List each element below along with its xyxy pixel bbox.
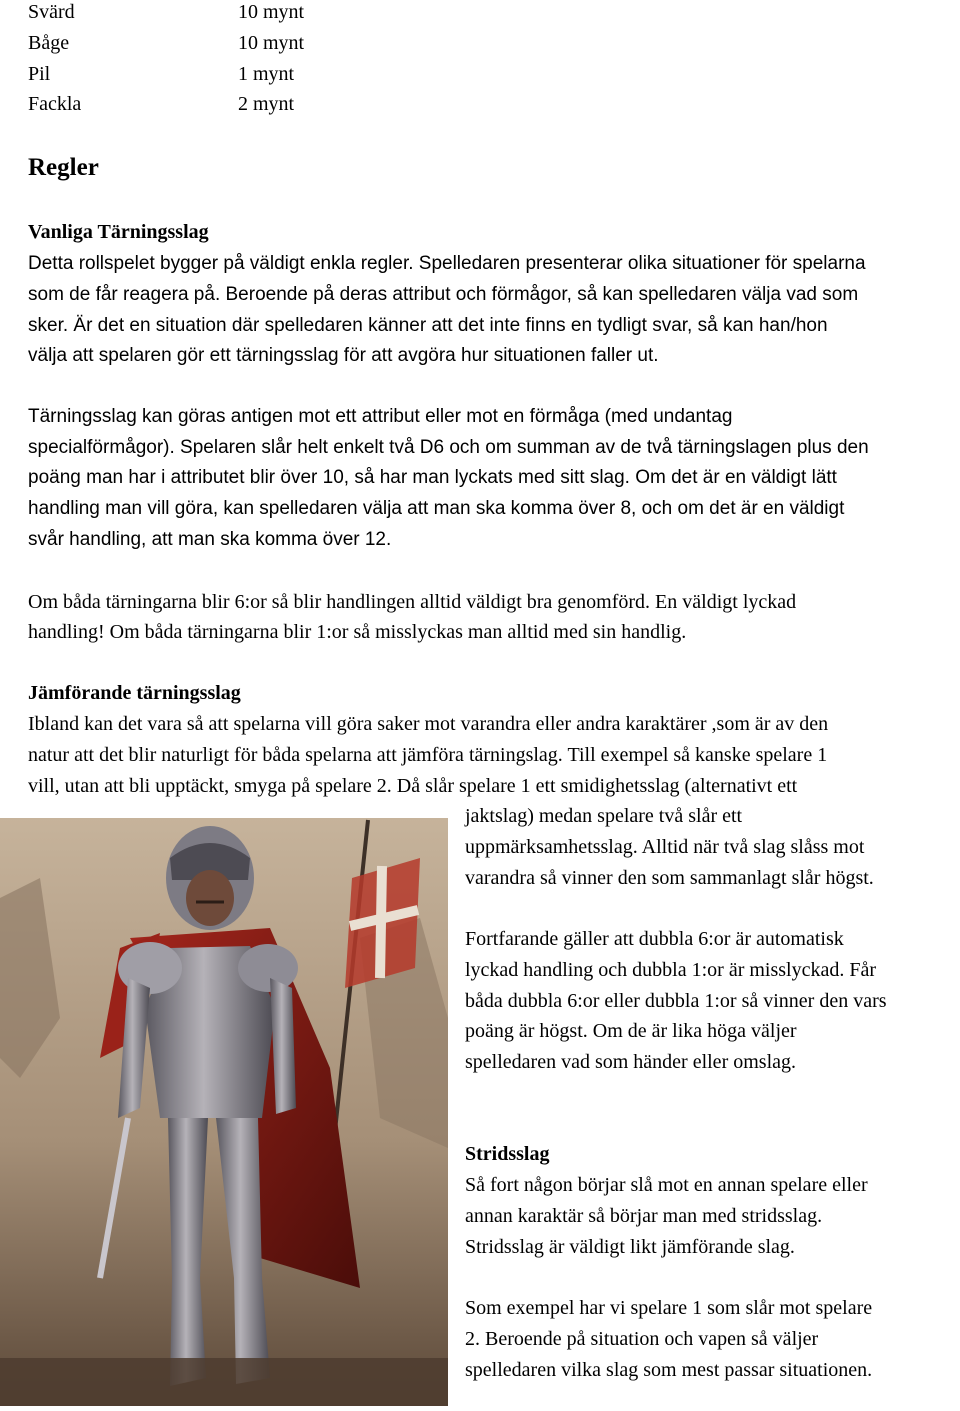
price-item-name: Pil <box>28 63 51 85</box>
paragraph-line: Stridsslag är väldigt likt jämförande slag. <box>465 1236 795 1258</box>
paragraph-line: spelledaren vilka slag som mest passar situationen. <box>465 1359 873 1381</box>
paragraph-line: vill, utan att bli upptäckt, smyga på spelare 2. Då slår spelare 1 ett smidighetsslag (alternativt ett <box>28 775 798 797</box>
section-heading-vanliga: Vanliga Tärningsslag <box>28 221 209 243</box>
price-item-name: Båge <box>28 32 70 54</box>
price-item-name: Fackla <box>28 93 82 115</box>
paragraph-line: sker. Är det en situation där spelledaren känner att det inte finns en tydligt svar, så kan han/hon <box>28 315 828 336</box>
paragraph-line: uppmärksamhetsslag. Alltid när två slag slåss mot <box>465 836 865 858</box>
paragraph-line: handling man vill göra, kan spelledaren välja att man ska komma över 8, och om det är en väldigt <box>28 498 845 519</box>
section-heading-strid: Stridsslag <box>465 1143 550 1165</box>
paragraph-line: Tärningsslag kan göras antigen mot ett attribut eller mot en förmåga (med undantag <box>28 406 733 427</box>
paragraph-line: annan karaktär så börjar man med stridsslag. <box>465 1205 823 1227</box>
paragraph-line: 2. Beroende på situation och vapen så väljer <box>465 1328 819 1350</box>
paragraph-line: lyckad handling och dubbla 1:or är misslyckad. Får <box>465 959 877 981</box>
paragraph-line: poäng man har i attributet blir över 10, så har man lyckats med sitt slag. Om det är en väldigt lätt <box>28 467 837 488</box>
paragraph-line: Som exempel har vi spelare 1 som slår mot spelare <box>465 1297 873 1319</box>
paragraph-line: Ibland kan det vara så att spelarna vill göra saker mot varandra eller andra karaktärer ,som är av den <box>28 713 829 735</box>
price-item-name: Svärd <box>28 1 75 23</box>
paragraph-line: välja att spelaren gör ett tärningsslag för att avgöra hur situationen faller ut. <box>28 345 659 366</box>
paragraph-line: Om båda tärningarna blir 6:or så blir handlingen alltid väldigt bra genomförd. En väldigt lyckad <box>28 591 797 613</box>
price-item-value: 1 mynt <box>238 63 295 85</box>
paragraph-line: spelledaren vad som händer eller omslag. <box>465 1051 796 1073</box>
paragraph-line: specialförmågor). Spelaren slår helt enkelt två D6 och om summan av de två tärningslagen plus den <box>28 437 869 458</box>
rules-title: Regler <box>28 154 99 181</box>
paragraph-line: poäng är högst. Om de är lika höga väljer <box>465 1020 797 1042</box>
price-item-value: 2 mynt <box>238 93 295 115</box>
paragraph-line: natur att det blir naturligt för båda spelarna att jämföra tärningslag. Till exempel så kanske spelare 1 <box>28 744 828 766</box>
paragraph-line: båda dubbla 6:or eller dubbla 1:or så vinner den vars <box>465 990 887 1012</box>
paragraph-line: handling! Om båda tärningarna blir 1:or så misslyckas man alltid med sin handlig. <box>28 621 687 643</box>
armored-knight-illustration <box>0 818 448 1406</box>
paragraph-line: varandra så vinner den som sammanlagt slår högst. <box>465 867 874 889</box>
paragraph-line: Detta rollspelet bygger på väldigt enkla regler. Spelledaren presenterar olika situationer för spelarna <box>28 253 866 274</box>
price-item-value: 10 mynt <box>238 1 305 23</box>
price-item-value: 10 mynt <box>238 32 305 54</box>
paragraph-line: Så fort någon börjar slå mot en annan spelare eller <box>465 1174 868 1196</box>
paragraph-line: svår handling, att man ska komma över 12. <box>28 529 392 550</box>
paragraph-line: Fortfarande gäller att dubbla 6:or är automatisk <box>465 928 844 950</box>
section-heading-jamforande: Jämförande tärningsslag <box>28 682 241 704</box>
paragraph-line: jaktslag) medan spelare två slår ett <box>465 805 743 827</box>
paragraph-line: som de får reagera på. Beroende på deras attribut och förmågor, så kan spelledaren välja vad som <box>28 284 859 305</box>
